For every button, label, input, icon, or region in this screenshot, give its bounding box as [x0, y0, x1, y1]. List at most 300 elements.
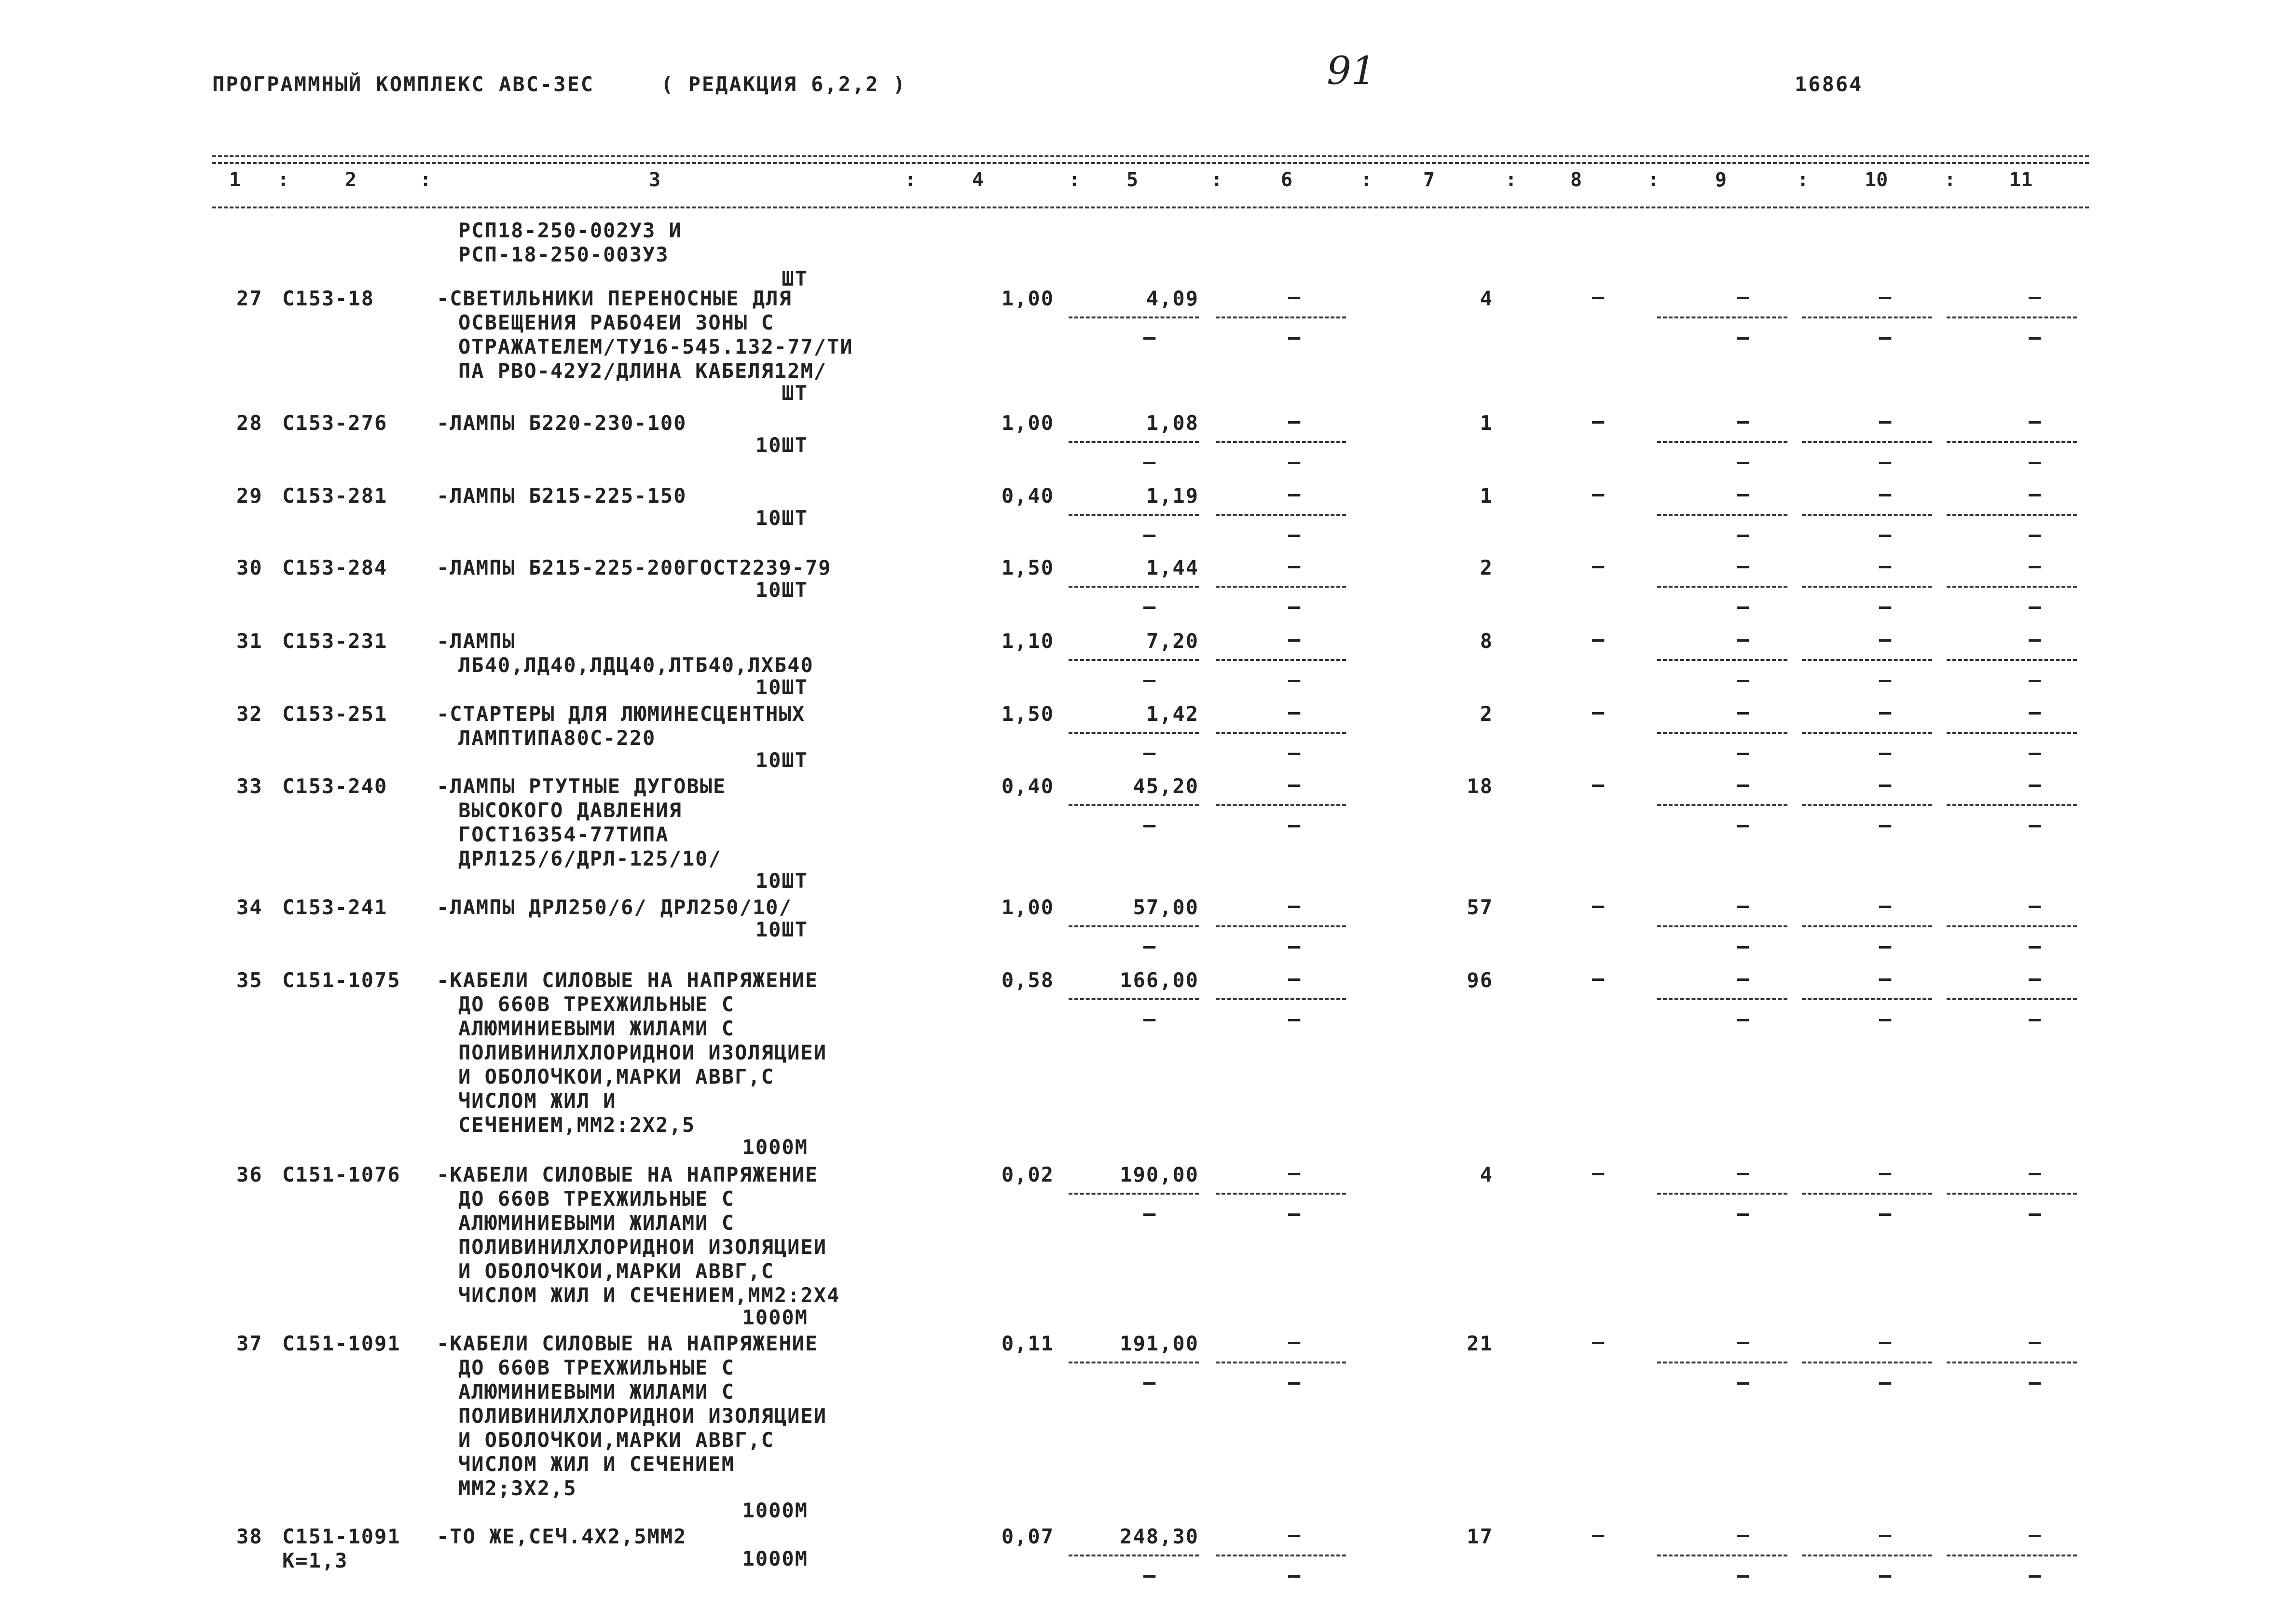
- cell-underline: [1657, 925, 1787, 927]
- total-value: 8: [1480, 629, 1493, 653]
- empty-cell-dash: –: [1592, 1161, 1605, 1184]
- quantity-value: 0,07: [1001, 1525, 1054, 1548]
- cell-underline: [1069, 441, 1199, 443]
- empty-cell-dash: –: [2029, 409, 2041, 433]
- work-description-line: ОТРАЖАТЕЛЕМ/ТУ16-545.132-77/ТИ: [458, 335, 853, 358]
- empty-cell-dash: –: [1288, 772, 1301, 796]
- empty-cell-dash: –: [1879, 1563, 1892, 1587]
- work-description-line: ПА РВО-42У2/ДЛИНА КАБЕЛЯ12М/: [458, 359, 827, 383]
- cell-underline: [1947, 659, 2077, 661]
- work-description-line: РСП-18-250-003У3: [458, 243, 669, 266]
- empty-cell-dash: –: [1288, 450, 1301, 473]
- empty-cell-dash: –: [1143, 523, 1156, 546]
- cell-underline: [1802, 514, 1932, 516]
- empty-cell-dash: –: [1879, 594, 1892, 618]
- empty-cell-dash: –: [1879, 285, 1892, 308]
- work-description-line: -ЛАМПЫ ДРЛ250/6/ ДРЛ250/10/: [437, 895, 792, 919]
- empty-cell-dash: –: [1143, 325, 1156, 349]
- empty-cell-dash: –: [1288, 409, 1301, 433]
- empty-cell-dash: –: [1288, 1201, 1301, 1225]
- program-title: ПРОГРАММНЫЙ КОМПЛЕКС АВС-3ЕС: [212, 72, 595, 96]
- unit-price-value: 4,09: [1146, 287, 1199, 310]
- column-separator: :: [1797, 169, 1809, 191]
- empty-cell-dash: –: [2029, 285, 2041, 308]
- cell-underline: [1657, 732, 1787, 734]
- empty-cell-dash: –: [1737, 482, 1749, 506]
- empty-cell-dash: –: [1737, 934, 1749, 958]
- cell-underline: [1657, 441, 1787, 443]
- work-description-line: ЧИСЛОМ ЖИЛ И СЕЧЕНИЕМ: [458, 1452, 735, 1476]
- empty-cell-dash: –: [1737, 1523, 1749, 1546]
- total-value: 4: [1480, 1163, 1493, 1186]
- work-description-line: -ЛАМПЫ РТУТНЫЕ ДУГОВЫЕ: [437, 774, 727, 798]
- empty-cell-dash: –: [2029, 934, 2041, 958]
- empty-cell-dash: –: [1879, 741, 1892, 764]
- empty-cell-dash: –: [2029, 325, 2041, 349]
- empty-cell-dash: –: [1737, 1201, 1749, 1225]
- empty-cell-dash: –: [1592, 966, 1605, 990]
- column-number: 5: [1126, 169, 1139, 191]
- cell-underline: [1216, 514, 1346, 516]
- empty-cell-dash: –: [1879, 450, 1892, 473]
- empty-cell-dash: –: [2029, 1201, 2041, 1225]
- cell-underline: [1802, 1362, 1932, 1363]
- row-number: 30: [236, 556, 263, 579]
- work-description-line: -ЛАМПЫ Б215-225-150: [437, 484, 687, 508]
- work-description-line: ДО 660В ТРЕХЖИЛЬНЫЕ С: [458, 1187, 735, 1211]
- rate-code: С151-1076: [282, 1163, 401, 1186]
- total-value: 2: [1480, 702, 1493, 726]
- quantity-value: 1,10: [1001, 629, 1054, 653]
- empty-cell-dash: –: [1737, 325, 1749, 349]
- total-value: 96: [1467, 968, 1493, 992]
- empty-cell-dash: –: [1879, 934, 1892, 958]
- empty-cell-dash: –: [2029, 1007, 2041, 1031]
- empty-cell-dash: –: [1879, 668, 1892, 691]
- rate-code: С153-241: [282, 895, 388, 919]
- row-number: 27: [236, 287, 263, 310]
- row-number: 32: [236, 702, 263, 726]
- rate-code: С151-1091: [282, 1332, 401, 1355]
- empty-cell-dash: –: [2029, 700, 2041, 724]
- empty-cell-dash: –: [1879, 813, 1892, 837]
- empty-cell-dash: –: [1288, 813, 1301, 837]
- column-number: 11: [2009, 169, 2033, 191]
- row-number: 37: [236, 1332, 263, 1355]
- unit-price-value: 1,42: [1146, 702, 1199, 726]
- empty-cell-dash: –: [1879, 482, 1892, 506]
- cell-underline: [1657, 514, 1787, 516]
- cell-underline: [1216, 804, 1346, 806]
- empty-cell-dash: –: [1288, 594, 1301, 618]
- empty-cell-dash: –: [1143, 1563, 1156, 1587]
- empty-cell-dash: –: [1288, 1563, 1301, 1587]
- quantity-value: 0,58: [1001, 968, 1054, 992]
- cell-underline: [1802, 586, 1932, 588]
- cell-underline: [1069, 804, 1199, 806]
- work-description-line: -КАБЕЛИ СИЛОВЫЕ НА НАПРЯЖЕНИЕ: [437, 1163, 819, 1186]
- cell-underline: [1802, 732, 1932, 734]
- total-value: 21: [1467, 1332, 1493, 1355]
- work-description-line: ПОЛИВИНИЛХЛОРИДНОИ ИЗОЛЯЦИЕИ: [458, 1404, 827, 1428]
- unit-of-measure: ШТ: [782, 267, 808, 290]
- unit-of-measure: ШТ: [782, 381, 808, 405]
- cell-underline: [1069, 1362, 1199, 1363]
- column-separator: :: [1211, 169, 1223, 191]
- cell-underline: [1216, 1555, 1346, 1556]
- empty-cell-dash: –: [1737, 450, 1749, 473]
- unit-of-measure: 10ШТ: [755, 506, 808, 530]
- cell-underline: [1216, 659, 1346, 661]
- empty-cell-dash: –: [1288, 741, 1301, 764]
- empty-cell-dash: –: [2029, 523, 2041, 546]
- row-number: 38: [236, 1525, 263, 1548]
- header-rule-bottom: [212, 206, 2089, 208]
- empty-cell-dash: –: [1737, 554, 1749, 578]
- cell-underline: [1947, 441, 2077, 443]
- quantity-value: 1,00: [1001, 895, 1054, 919]
- column-separator: :: [1944, 169, 1956, 191]
- document-number: 16864: [1795, 72, 1863, 96]
- empty-cell-dash: –: [1737, 813, 1749, 837]
- empty-cell-dash: –: [1288, 1161, 1301, 1184]
- empty-cell-dash: –: [1288, 668, 1301, 691]
- unit-price-value: 57,00: [1133, 895, 1199, 919]
- cell-underline: [1947, 1362, 2077, 1363]
- cell-underline: [1657, 659, 1787, 661]
- empty-cell-dash: –: [1143, 668, 1156, 691]
- cell-underline: [1657, 804, 1787, 806]
- unit-price-value: 248,30: [1120, 1525, 1199, 1548]
- unit-price-value: 45,20: [1133, 774, 1199, 798]
- unit-price-value: 1,19: [1146, 484, 1199, 508]
- column-number: 1: [229, 169, 241, 191]
- quantity-value: 1,50: [1001, 702, 1054, 726]
- work-description-line: АЛЮМИНИЕВЫМИ ЖИЛАМИ С: [458, 1017, 735, 1040]
- unit-of-measure: 10ШТ: [755, 869, 808, 893]
- work-description-line: ДО 660В ТРЕХЖИЛЬНЫЕ С: [458, 992, 735, 1016]
- empty-cell-dash: –: [1288, 1007, 1301, 1031]
- total-value: 1: [1480, 411, 1493, 435]
- rate-code: С151-1091: [282, 1525, 401, 1548]
- empty-cell-dash: –: [2029, 482, 2041, 506]
- work-description-line: -ЛАМПЫ: [437, 629, 516, 653]
- column-separator: :: [1505, 169, 1517, 191]
- unit-price-value: 1,08: [1146, 411, 1199, 435]
- column-number: 4: [972, 169, 984, 191]
- column-number: 2: [345, 169, 357, 191]
- empty-cell-dash: –: [2029, 772, 2041, 796]
- empty-cell-dash: –: [1143, 1007, 1156, 1031]
- total-value: 18: [1467, 774, 1493, 798]
- quantity-value: 1,00: [1001, 287, 1054, 310]
- empty-cell-dash: –: [2029, 1523, 2041, 1546]
- empty-cell-dash: –: [1737, 894, 1749, 917]
- work-description-line: АЛЮМИНИЕВЫМИ ЖИЛАМИ С: [458, 1211, 735, 1235]
- empty-cell-dash: –: [1879, 894, 1892, 917]
- handwritten-page-mark: 91: [1327, 48, 1376, 93]
- work-description-line: АЛЮМИНИЕВЫМИ ЖИЛАМИ С: [458, 1380, 735, 1404]
- cell-underline: [1069, 732, 1199, 734]
- unit-of-measure: 1000М: [742, 1547, 808, 1570]
- empty-cell-dash: –: [1879, 700, 1892, 724]
- unit-price-value: 191,00: [1120, 1332, 1199, 1355]
- cell-underline: [1802, 804, 1932, 806]
- rate-code: С153-276: [282, 411, 388, 435]
- cell-underline: [1069, 998, 1199, 1000]
- total-value: 4: [1480, 287, 1493, 310]
- cell-underline: [1947, 586, 2077, 588]
- work-description-line: ДО 660В ТРЕХЖИЛЬНЫЕ С: [458, 1356, 735, 1379]
- column-separator: :: [420, 169, 432, 191]
- work-description-line: -ТО ЖЕ,СЕЧ.4Х2,5ММ2: [437, 1525, 687, 1548]
- empty-cell-dash: –: [1737, 668, 1749, 691]
- empty-cell-dash: –: [1288, 700, 1301, 724]
- empty-cell-dash: –: [1143, 1201, 1156, 1225]
- empty-cell-dash: –: [1737, 1161, 1749, 1184]
- work-description-line: И ОБОЛОЧКОИ,МАРКИ АВВГ,С: [458, 1259, 774, 1283]
- row-number: 35: [236, 968, 263, 992]
- empty-cell-dash: –: [1288, 482, 1301, 506]
- work-description-line: СЕЧЕНИЕМ,ММ2:2Х2,5: [458, 1113, 696, 1137]
- work-description-line: ПОЛИВИНИЛХЛОРИДНОИ ИЗОЛЯЦИЕИ: [458, 1235, 827, 1259]
- cell-underline: [1802, 441, 1932, 443]
- rate-code: С153-18: [282, 287, 375, 310]
- empty-cell-dash: –: [1592, 285, 1605, 308]
- column-separator: :: [1647, 169, 1660, 191]
- quantity-value: 0,02: [1001, 1163, 1054, 1186]
- unit-price-value: 166,00: [1120, 968, 1199, 992]
- cell-underline: [1802, 925, 1932, 927]
- work-description-line: -ЛАМПЫ Б215-225-200ГОСТ2239-79: [437, 556, 832, 579]
- work-description-line: И ОБОЛОЧКОИ,МАРКИ АВВГ,С: [458, 1428, 774, 1452]
- empty-cell-dash: –: [1737, 409, 1749, 433]
- empty-cell-dash: –: [1288, 894, 1301, 917]
- column-number: 7: [1423, 169, 1435, 191]
- empty-cell-dash: –: [1879, 409, 1892, 433]
- cell-underline: [1216, 441, 1346, 443]
- cell-underline: [1657, 586, 1787, 588]
- empty-cell-dash: –: [1879, 1201, 1892, 1225]
- empty-cell-dash: –: [1143, 934, 1156, 958]
- empty-cell-dash: –: [1737, 1563, 1749, 1587]
- cell-underline: [1947, 514, 2077, 516]
- empty-cell-dash: –: [1288, 1523, 1301, 1546]
- rate-code: С153-251: [282, 702, 388, 726]
- work-description-line: ОСВЕЩЕНИЯ РАБО4ЕИ ЗОНЫ С: [458, 311, 774, 334]
- empty-cell-dash: –: [1143, 594, 1156, 618]
- empty-cell-dash: –: [1879, 627, 1892, 651]
- empty-cell-dash: –: [1879, 325, 1892, 349]
- work-description-line: -КАБЕЛИ СИЛОВЫЕ НА НАПРЯЖЕНИЕ: [437, 968, 819, 992]
- total-value: 1: [1480, 484, 1493, 508]
- cell-underline: [1216, 1193, 1346, 1195]
- empty-cell-dash: –: [2029, 450, 2041, 473]
- cell-underline: [1069, 1555, 1199, 1556]
- column-number: 6: [1281, 169, 1293, 191]
- empty-cell-dash: –: [1592, 1330, 1605, 1353]
- empty-cell-dash: –: [2029, 627, 2041, 651]
- empty-cell-dash: –: [2029, 894, 2041, 917]
- header-rule-top: [212, 155, 2089, 157]
- column-separator: :: [277, 169, 289, 191]
- column-number: 3: [649, 169, 661, 191]
- unit-price-value: 1,44: [1146, 556, 1199, 579]
- empty-cell-dash: –: [2029, 966, 2041, 990]
- cell-underline: [1802, 998, 1932, 1000]
- empty-cell-dash: –: [1288, 285, 1301, 308]
- empty-cell-dash: –: [1737, 1007, 1749, 1031]
- work-description-line: И ОБОЛОЧКОИ,МАРКИ АВВГ,С: [458, 1065, 774, 1088]
- column-separator: :: [1360, 169, 1373, 191]
- empty-cell-dash: –: [1592, 894, 1605, 917]
- row-number: 28: [236, 411, 263, 435]
- work-description-line: РСП18-250-002У3 И: [458, 219, 682, 242]
- column-separator: :: [1069, 169, 1081, 191]
- unit-of-measure: 10ШТ: [755, 433, 808, 457]
- empty-cell-dash: –: [1143, 1370, 1156, 1394]
- cell-underline: [1947, 804, 2077, 806]
- rate-code: С153-281: [282, 484, 388, 508]
- work-description-line: ЛБ40,ЛД40,ЛДЦ40,ЛТБ40,ЛХБ40: [458, 653, 814, 677]
- rate-code: С153-284: [282, 556, 388, 579]
- empty-cell-dash: –: [1288, 627, 1301, 651]
- empty-cell-dash: –: [1592, 554, 1605, 578]
- empty-cell-dash: –: [2029, 554, 2041, 578]
- row-number: 33: [236, 774, 263, 798]
- cell-underline: [1216, 925, 1346, 927]
- empty-cell-dash: –: [1737, 523, 1749, 546]
- work-description-line: -СТАРТЕРЫ ДЛЯ ЛЮМИНЕСЦЕНТНЫХ: [437, 702, 806, 726]
- unit-of-measure: 10ШТ: [755, 675, 808, 699]
- rate-code: С153-231: [282, 629, 388, 653]
- rate-coefficient: К=1,3: [282, 1549, 348, 1572]
- empty-cell-dash: –: [1288, 1370, 1301, 1394]
- cell-underline: [1657, 998, 1787, 1000]
- work-description-line: ГОСТ16354-77ТИПА: [458, 823, 669, 846]
- empty-cell-dash: –: [1288, 554, 1301, 578]
- column-number: 9: [1715, 169, 1727, 191]
- cell-underline: [1657, 1193, 1787, 1195]
- empty-cell-dash: –: [1737, 1330, 1749, 1353]
- unit-price-value: 7,20: [1146, 629, 1199, 653]
- empty-cell-dash: –: [1737, 594, 1749, 618]
- work-description-line: ЧИСЛОМ ЖИЛ И: [458, 1089, 617, 1113]
- cell-underline: [1216, 1362, 1346, 1363]
- quantity-value: 0,11: [1001, 1332, 1054, 1355]
- cell-underline: [1069, 586, 1199, 588]
- total-value: 17: [1467, 1525, 1493, 1548]
- header-rule-middle: [212, 162, 2089, 164]
- work-description-line: -ЛАМПЫ Б220-230-100: [437, 411, 687, 435]
- empty-cell-dash: –: [1879, 523, 1892, 546]
- empty-cell-dash: –: [2029, 1330, 2041, 1353]
- work-description-line: ДРЛ125/6/ДРЛ-125/10/: [458, 847, 722, 870]
- cell-underline: [1947, 998, 2077, 1000]
- empty-cell-dash: –: [1737, 1370, 1749, 1394]
- cell-underline: [1802, 1555, 1932, 1556]
- cell-underline: [1069, 514, 1199, 516]
- unit-of-measure: 10ШТ: [755, 578, 808, 602]
- empty-cell-dash: –: [1737, 700, 1749, 724]
- total-value: 57: [1467, 895, 1493, 919]
- cell-underline: [1216, 317, 1346, 318]
- empty-cell-dash: –: [1737, 966, 1749, 990]
- empty-cell-dash: –: [1143, 741, 1156, 764]
- unit-price-value: 190,00: [1120, 1163, 1199, 1186]
- work-description-line: -СВЕТИЛЬНИКИ ПЕРЕНОСНЫЕ ДЛЯ: [437, 287, 792, 310]
- empty-cell-dash: –: [1592, 482, 1605, 506]
- empty-cell-dash: –: [1288, 325, 1301, 349]
- empty-cell-dash: –: [1737, 741, 1749, 764]
- cell-underline: [1216, 586, 1346, 588]
- rate-code: С153-240: [282, 774, 388, 798]
- unit-of-measure: 10ШТ: [755, 918, 808, 941]
- empty-cell-dash: –: [1288, 1330, 1301, 1353]
- empty-cell-dash: –: [1879, 1330, 1892, 1353]
- cell-underline: [1216, 732, 1346, 734]
- quantity-value: 0,40: [1001, 774, 1054, 798]
- rate-code: С151-1075: [282, 968, 401, 992]
- empty-cell-dash: –: [2029, 741, 2041, 764]
- unit-of-measure: 1000М: [742, 1135, 808, 1159]
- work-description-line: ЧИСЛОМ ЖИЛ И СЕЧЕНИЕМ,ММ2:2Х4: [458, 1283, 840, 1307]
- empty-cell-dash: –: [1592, 627, 1605, 651]
- cell-underline: [1947, 317, 2077, 318]
- unit-of-measure: 1000М: [742, 1499, 808, 1522]
- cell-underline: [1802, 1193, 1932, 1195]
- empty-cell-dash: –: [1737, 772, 1749, 796]
- empty-cell-dash: –: [1879, 554, 1892, 578]
- row-number: 36: [236, 1163, 263, 1186]
- row-number: 29: [236, 484, 263, 508]
- empty-cell-dash: –: [1592, 1523, 1605, 1546]
- empty-cell-dash: –: [1737, 285, 1749, 308]
- cell-underline: [1657, 1555, 1787, 1556]
- cell-underline: [1947, 1555, 2077, 1556]
- work-description-line: ПОЛИВИНИЛХЛОРИДНОИ ИЗОЛЯЦИЕИ: [458, 1041, 827, 1064]
- work-description-line: ММ2;3Х2,5: [458, 1476, 577, 1500]
- column-number: 10: [1865, 169, 1888, 191]
- empty-cell-dash: –: [1288, 966, 1301, 990]
- unit-of-measure: 1000М: [742, 1306, 808, 1329]
- cell-underline: [1802, 317, 1932, 318]
- empty-cell-dash: –: [2029, 1370, 2041, 1394]
- cell-underline: [1069, 659, 1199, 661]
- cell-underline: [1069, 925, 1199, 927]
- column-number: 8: [1570, 169, 1582, 191]
- row-number: 34: [236, 895, 263, 919]
- cell-underline: [1947, 925, 2077, 927]
- empty-cell-dash: –: [2029, 1161, 2041, 1184]
- cell-underline: [1657, 317, 1787, 318]
- unit-of-measure: 10ШТ: [755, 748, 808, 772]
- empty-cell-dash: –: [1288, 523, 1301, 546]
- empty-cell-dash: –: [1143, 450, 1156, 473]
- quantity-value: 1,00: [1001, 411, 1054, 435]
- quantity-value: 1,50: [1001, 556, 1054, 579]
- cell-underline: [1802, 659, 1932, 661]
- empty-cell-dash: –: [1288, 934, 1301, 958]
- empty-cell-dash: –: [2029, 813, 2041, 837]
- cell-underline: [1216, 998, 1346, 1000]
- column-separator: :: [905, 169, 917, 191]
- row-number: 31: [236, 629, 263, 653]
- empty-cell-dash: –: [2029, 1563, 2041, 1587]
- empty-cell-dash: –: [1879, 772, 1892, 796]
- cell-underline: [1657, 1362, 1787, 1363]
- empty-cell-dash: –: [1879, 1007, 1892, 1031]
